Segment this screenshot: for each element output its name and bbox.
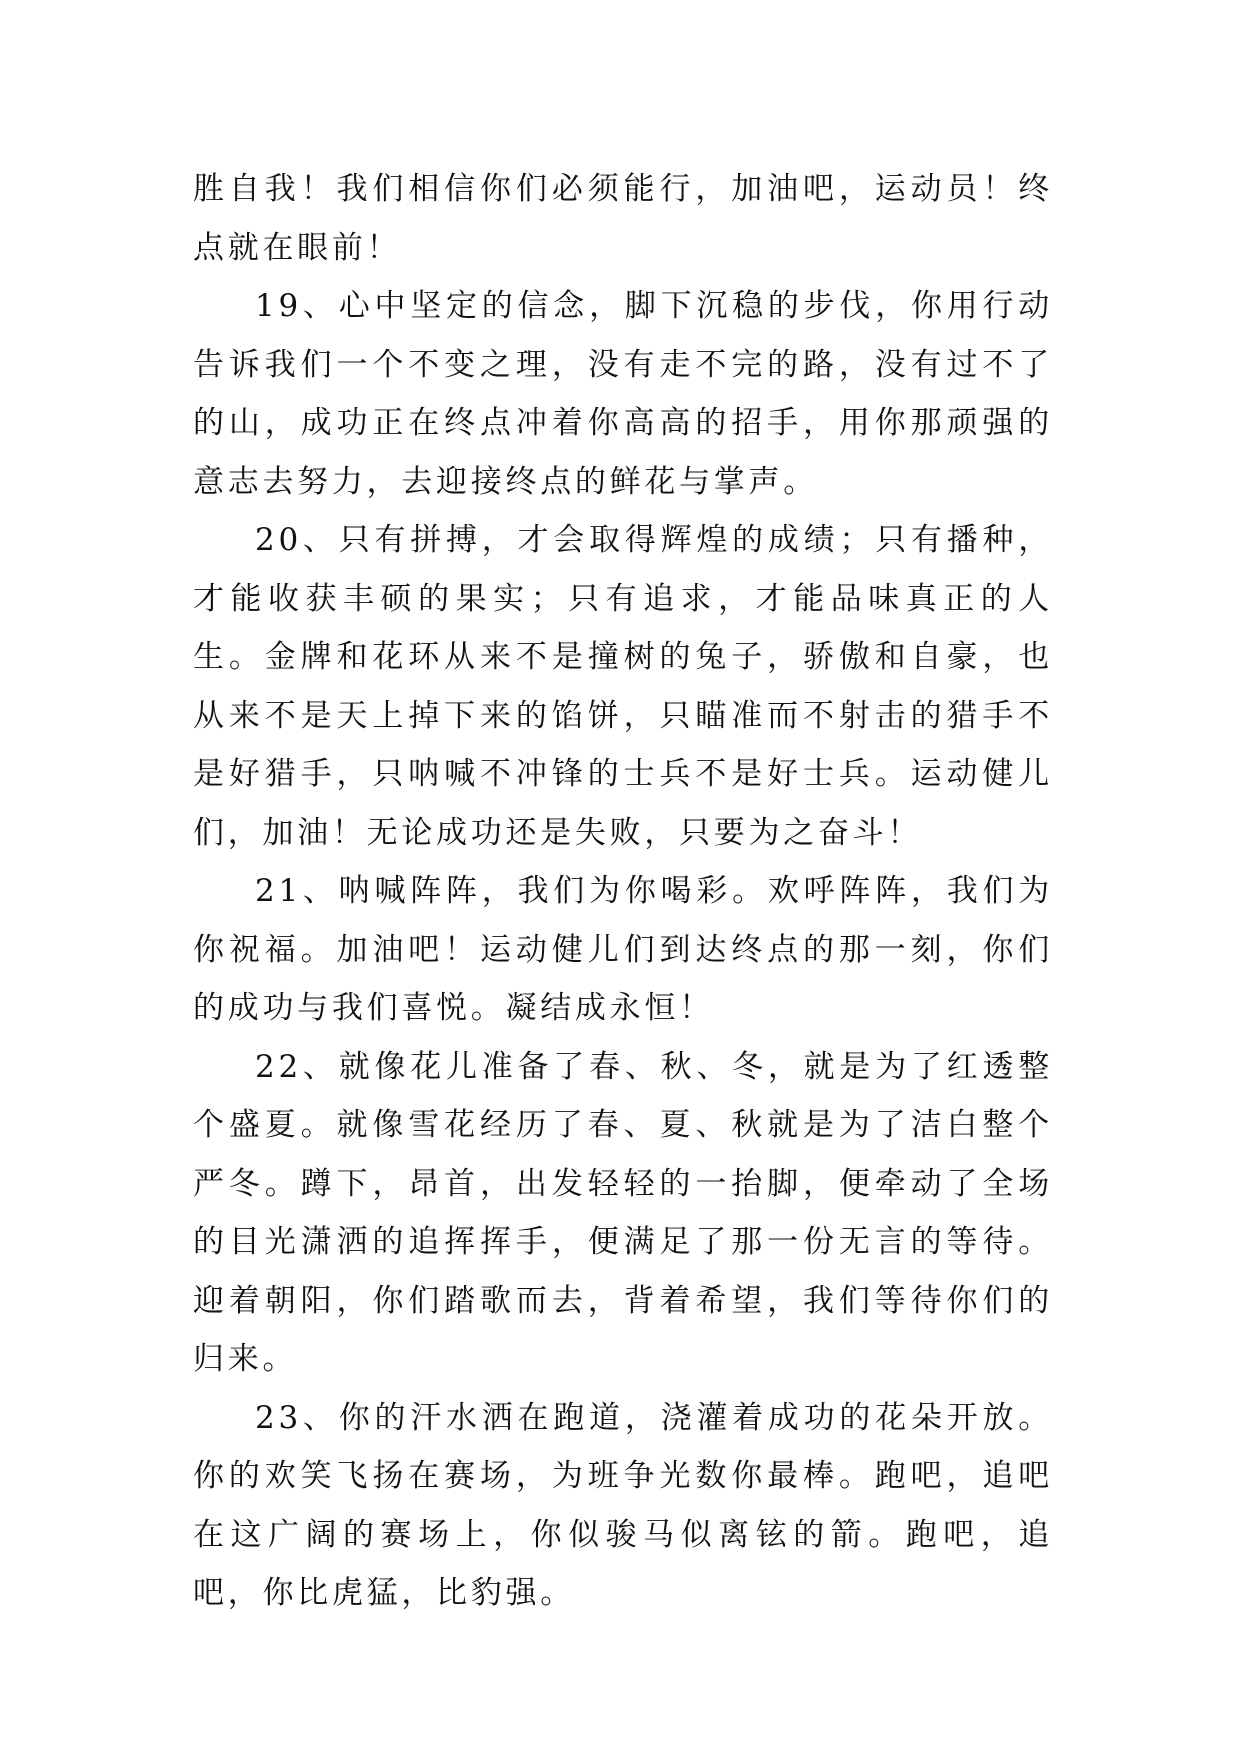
paragraph-continuation: 胜自我！我们相信你们必须能行，加油吧，运动员！终点就在眼前！	[193, 171, 1053, 266]
document-body	[193, 160, 1053, 1623]
paragraph-22: 22、就像花儿准备了春、秋、冬，就是为了红透整个盛夏。就像雪花经历了春、夏、秋就是为了洁白整个严冬。蹲下，昂首，出发轻轻的一抬脚，便牵动了全场的目光潇洒的追挥挥手，便满足了那一份无言的等待。迎着朝阳，你们踏歌而去，背着希望，我们等待你们的归来。	[193, 1048, 1053, 1377]
paragraph-20: 20、只有拼搏，才会取得辉煌的成绩；只有播种，才能收获丰硕的果实；只有追求，才能品味真正的人生。金牌和花环从来不是撞树的兔子，骄傲和自豪，也从来不是天上掉下来的馅饼，只瞄准而不射击的猎手不是好猎手，只呐喊不冲锋的士兵不是好士兵。运动健儿们，加油！无论成功还是失败，只要为之奋斗！	[193, 522, 1053, 851]
paragraph-19: 19、心中坚定的信念，脚下沉稳的步伐，你用行动告诉我们一个不变之理，没有走不完的路，没有过不了的山，成功正在终点冲着你高高的招手，用你那顽强的意志去努力，去迎接终点的鲜花与掌声。	[193, 288, 1053, 500]
paragraph-23: 23、你的汗水洒在跑道，浇灌着成功的花朵开放。你的欢笑飞扬在赛场，为班争光数你最棒。跑吧，追吧在这广阔的赛场上，你似骏马似离铉的箭。跑吧，追吧，你比虎猛，比豹强。	[193, 1399, 1053, 1611]
paragraph-21: 21、呐喊阵阵，我们为你喝彩。欢呼阵阵，我们为你祝福。加油吧！运动健儿们到达终点的那一刻，你们的成功与我们喜悦。凝结成永恒！	[193, 873, 1053, 1026]
